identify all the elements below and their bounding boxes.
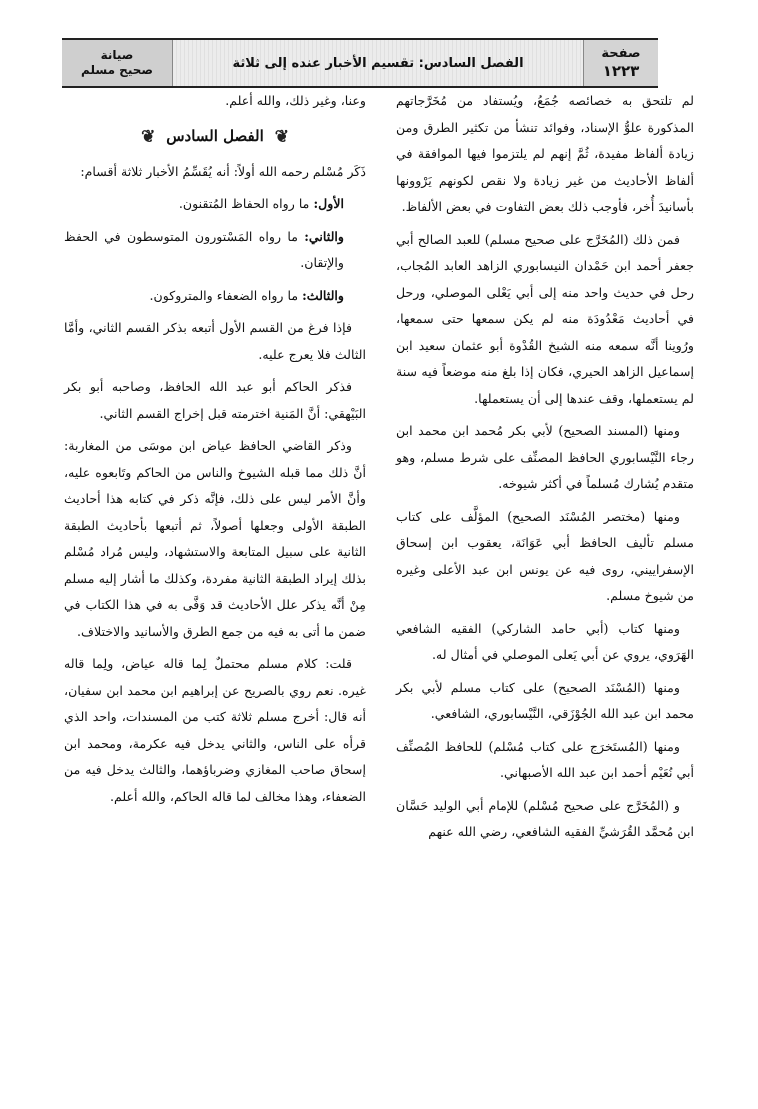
floral-ornament-icon: ❦ — [141, 126, 156, 147]
chapter-heading-text: الفصل السادس — [166, 127, 264, 146]
paragraph: ذَكَر مُسْلم رحمه الله أولاً: أنه يُقَسِّمُ الأخبار ثلاثة أقسام: — [80, 163, 366, 179]
paragraph: قلت: كلام مسلم محتملٌ لِما قاله عياض، ولِما قاله غيره. نعم روي بالصريح عن إبراهيم ابن محمد ابن سفيان، أنه قال: أخرج مسلم ثلاثة كتب من المسندات، واحد الذي قرأه على الناس، والثاني يدخل فيه عكرمة، ومحمد ابن إسحاق صاحب المغازي وضرباؤهما، والثالث يدخل فيه من الضعفاء، وهذا مخالف لما قاله الحاكم، والله أعلم. — [64, 656, 366, 804]
page-header — [62, 38, 658, 88]
list-item — [64, 191, 366, 218]
book-title-line-1: صيانة — [100, 48, 134, 62]
paragraph: وعنا، وغير ذلك، والله أعلم. — [225, 93, 366, 108]
paragraph: ومنها (المُسْنَد الصحيح) على كتاب مسلم لأبي بكر محمد ابن عبد الله الجُوْزَقي، النَّيْسابوري، الشافعي. — [396, 679, 694, 721]
chapter-heading — [64, 121, 366, 153]
book-title-line-2: صحيح مسلم — [81, 63, 153, 77]
item-text: ما رواه الحفاظ المُتقنون. — [178, 196, 314, 211]
item-keyword: والثالث: — [302, 287, 344, 303]
paragraph: لم تلتحق به خصائصه جُمَعُ، ويُستفاد من مُخَرَّجاتهم المذكورة علوُّ الإسناد، وفوائد تنشأ من تكثير الطرق ومن زيادة ألفاظ مفيدة، ثُمَّ إنهم لم يلتزموا فيها الموافقة في ألفاظ الأحاديث من غير زيادة ولا نقص لكونهم يَرْوونها بأسانيدَ أُخر، فأوجب ذلك بعض التفاوت في بعض الألفاظ. — [396, 93, 694, 214]
item-text: ما رواه الضعفاء والمتروكون. — [149, 287, 303, 303]
item-keyword: الأول: — [313, 196, 344, 211]
paragraph: فمن ذلك (المُخَرَّج على صحيح مسلم) للعبد الصالح أبي جعفر أحمد ابن حَمْدان النيسابوري الزاهد العابد المُجاب، رحل في حديث واحد منه إلى أبي يَعْلى الموصلي، ورحل في أحاديث مَعْدُودَة منه لم يكن سمعها حتى سمعها، ورُوينا أنَّه سمعه منه الشيخ القُدْوة أبو عثمان سعيد ابن إسماعيل الزاهد الحيري، فكان إذا بلغ منه موضعاً فيه سنة لم يستعملها، وقف عندها إلى أن يستعملها. — [396, 231, 694, 406]
paragraph: ومنها (مختصر المُسْنَد الصحيح) المؤلَّف على كتاب مسلم تأليف الحافظ أبي عَوَانَة، يعقوب ابن إسحاق الإسفراييني، روى فيه عن يونس ابن عبد الأعلى وغيره من شيوخ مسلم. — [396, 508, 694, 603]
floral-ornament-icon: ❦ — [274, 126, 289, 147]
list-item — [64, 224, 366, 277]
paragraph: ومنها (المُستَخرَج على كتاب مُسْلم) للحافظ المُصنِّف أبي نُعَيْم أحمد ابن عبد الله الأصبهاني. — [396, 738, 694, 780]
book-title-box — [62, 40, 173, 86]
paragraph: وذكر القاضي الحافظ عياض ابن موسَى من المغاربة: أنَّ ذلك مما قبله الشيوخ والناس من الحاكم وتَابعوه عليه، وأنَّ الأمر ليس على ذلك، فإنَّه ذكر في كتابه هذا أحاديث الطبقة الأولى وجعلها أصولاً، ثم أتبعها بأحاديث الطبقة الثانية على سبيل المتابعة والاستشهاد، وليس مُراد مُسْلم بذلك إيراد الطبقة الثانية مفردة، وكذلك ما أشار إليه مسلم مِنْ أنَّه يذكر علل الأحاديث قد وَفَّى به في هذا الكتاب في ضمن ما أتى به فيه من جمع الطرق والأسانيد والاختلاف. — [64, 438, 366, 639]
running-title: الفصل السادس: تقسيم الأخبار عنده إلى ثلاثة — [173, 40, 583, 86]
item-keyword: والثاني: — [304, 228, 344, 244]
list-item — [64, 283, 366, 310]
paragraph: فإذا فرغ من القسم الأول أتبعه بذكر القسم الثاني، وأمَّا الثالث فلا يعرج عليه. — [64, 320, 366, 362]
page-label: صفحة — [601, 46, 641, 61]
page-number-box — [583, 40, 658, 86]
page-number: ١٢٢٣ — [602, 62, 640, 80]
right-column — [396, 88, 694, 852]
item-text: ما رواه المَسْتورون المتوسطون في الحفظ والإتقان. — [64, 228, 344, 270]
paragraph: فذكر الحاكم أبو عبد الله الحافظ، وصاحبه أبو بكر البَيْهقي: أنَّ المَنية اخترمته قبل إخراج القسم الثاني. — [64, 379, 366, 421]
paragraph: ومنها (المسند الصحيح) لأبي بكر مُحمد ابن محمد ابن رجاء النَّيْسابوري الحافظ المصنِّف على شرط مسلم، وهو متقدم يُشارك مُسلماً في أكثر شيوخه. — [396, 423, 694, 491]
paragraph: ومنها كتاب (أبي حامد الشاركي) الفقيه الشافعي الهَرَوي، يروي عن أبي يَعلى الموصلي في أمثال له. — [396, 620, 694, 662]
paragraph: و (المُخَرَّج على صحيح مُسْلم) للإمام أبي الوليد حَسَّان ابن مُحمَّد القُرَشيِّ الفقيه الشافعي، رضي الله عنهم — [396, 797, 694, 839]
left-column — [64, 88, 366, 816]
